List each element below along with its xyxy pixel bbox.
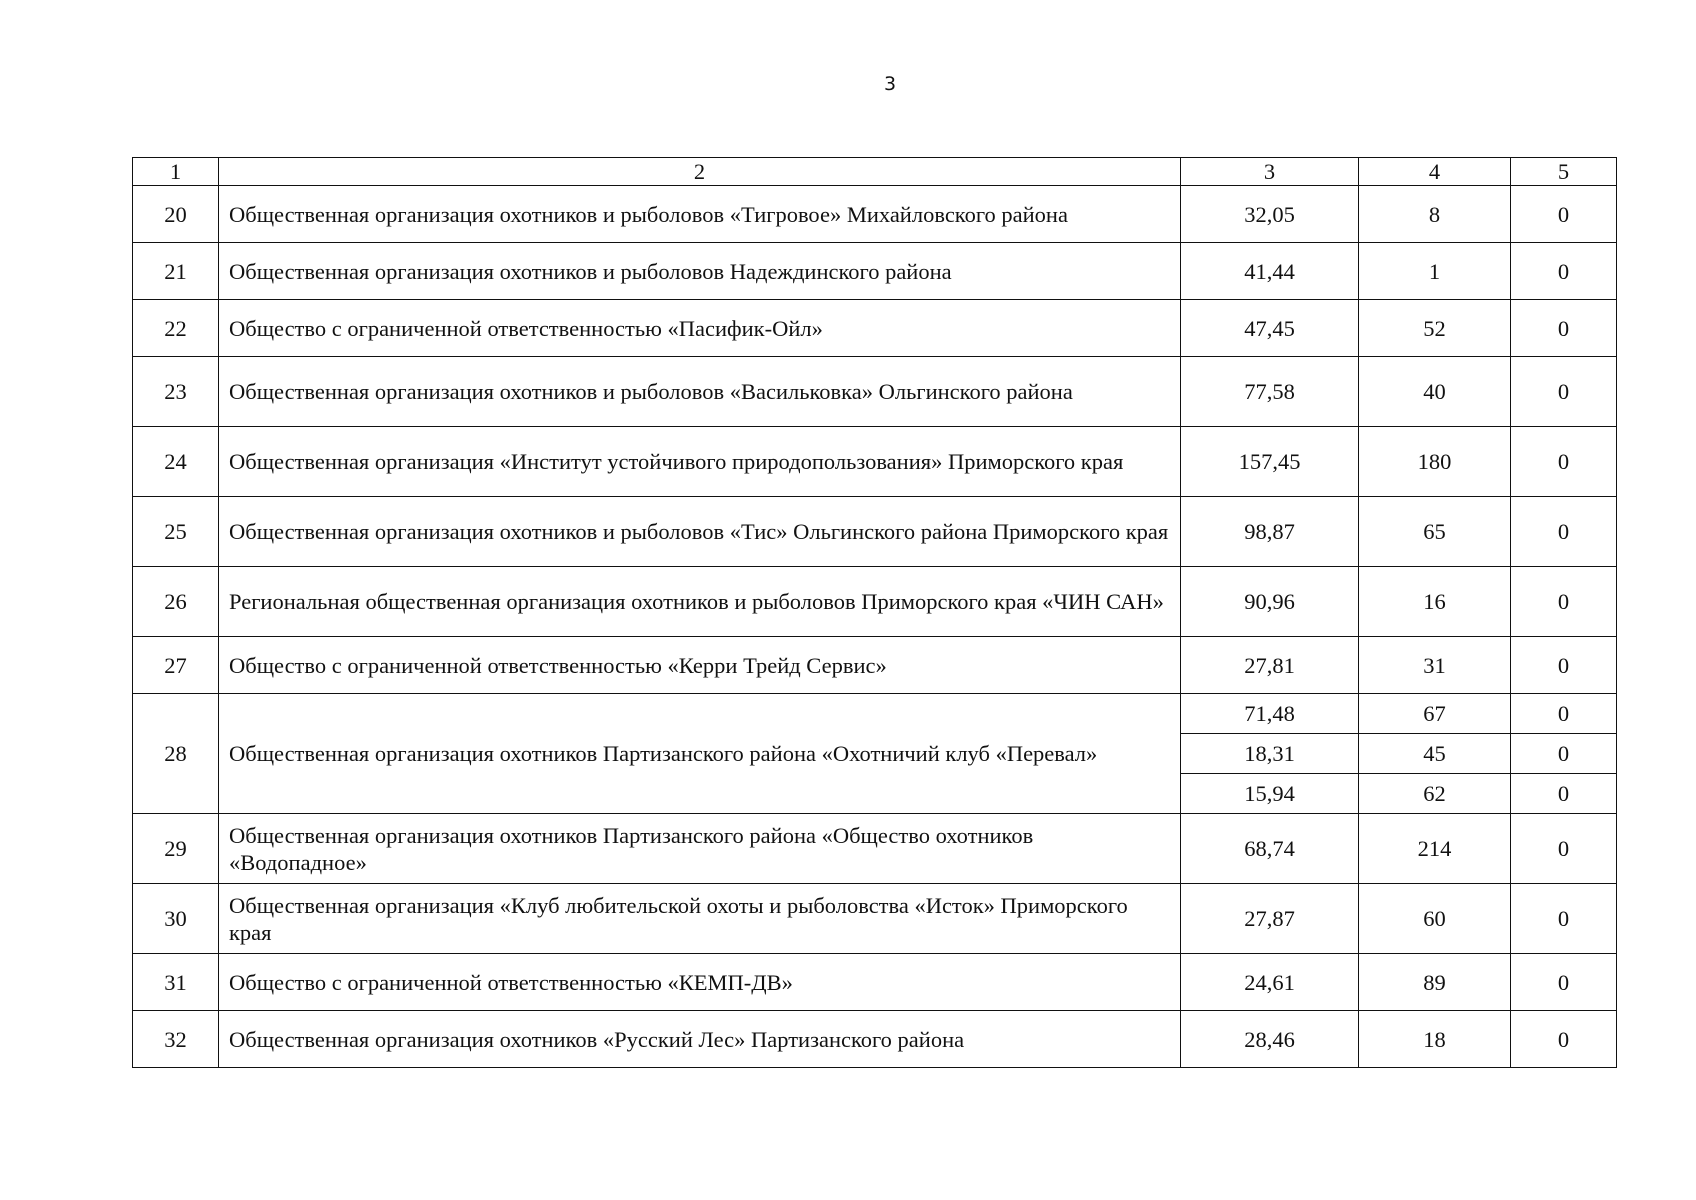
area-value: 68,74	[1181, 814, 1359, 884]
area-value: 47,45	[1181, 300, 1359, 357]
column-header: 1	[133, 158, 219, 186]
header-row	[133, 158, 1617, 186]
area-value: 77,58	[1181, 357, 1359, 427]
zero-value: 0	[1511, 694, 1617, 734]
row-number: 28	[133, 694, 219, 814]
column-header: 2	[219, 158, 1181, 186]
zero-value: 0	[1511, 637, 1617, 694]
zero-value: 0	[1511, 357, 1617, 427]
table-row	[133, 694, 1617, 734]
page-number: 3	[883, 73, 897, 95]
organization-name: Общество с ограниченной ответственностью «Пасифик-Ойл»	[219, 300, 1181, 357]
table-row	[133, 814, 1617, 884]
zero-value: 0	[1511, 300, 1617, 357]
area-value: 15,94	[1181, 774, 1359, 814]
area-value: 71,48	[1181, 694, 1359, 734]
zero-value: 0	[1511, 567, 1617, 637]
count-value: 62	[1359, 774, 1511, 814]
organization-name: Общество с ограниченной ответственностью «КЕМП-ДВ»	[219, 954, 1181, 1011]
area-value: 157,45	[1181, 427, 1359, 497]
row-number: 22	[133, 300, 219, 357]
zero-value: 0	[1511, 427, 1617, 497]
organization-name: Общественная организация охотников и рыболовов «Тис» Ольгинского района Приморского края	[219, 497, 1181, 567]
zero-value: 0	[1511, 884, 1617, 954]
row-number: 30	[133, 884, 219, 954]
zero-value: 0	[1511, 954, 1617, 1011]
area-value: 27,87	[1181, 884, 1359, 954]
zero-value: 0	[1511, 186, 1617, 243]
zero-value: 0	[1511, 497, 1617, 567]
row-number: 27	[133, 637, 219, 694]
table-row	[133, 300, 1617, 357]
organization-name: Общественная организация охотников Партизанского района «Охотничий клуб «Перевал»	[219, 694, 1181, 814]
table-row	[133, 357, 1617, 427]
area-value: 90,96	[1181, 567, 1359, 637]
zero-value: 0	[1511, 774, 1617, 814]
table-row	[133, 186, 1617, 243]
row-number: 21	[133, 243, 219, 300]
count-value: 45	[1359, 734, 1511, 774]
organization-name: Общественная организация «Институт устойчивого природопользования» Приморского края	[219, 427, 1181, 497]
table-body	[133, 158, 1617, 1068]
table-row	[133, 884, 1617, 954]
row-number: 23	[133, 357, 219, 427]
organization-name: Общественная организация охотников и рыболовов Надеждинского района	[219, 243, 1181, 300]
count-value: 89	[1359, 954, 1511, 1011]
count-value: 52	[1359, 300, 1511, 357]
organization-name: Общественная организация «Клуб любительской охоты и рыболовства «Исток» Приморского края	[219, 884, 1181, 954]
table-row	[133, 637, 1617, 694]
row-number: 24	[133, 427, 219, 497]
count-value: 31	[1359, 637, 1511, 694]
column-header: 3	[1181, 158, 1359, 186]
organization-name: Общественная организация охотников Партизанского района «Общество охотников «Водопадное»	[219, 814, 1181, 884]
row-number: 32	[133, 1011, 219, 1068]
zero-value: 0	[1511, 243, 1617, 300]
table-row	[133, 243, 1617, 300]
count-value: 214	[1359, 814, 1511, 884]
organization-name: Общественная организация охотников «Русский Лес» Партизанского района	[219, 1011, 1181, 1068]
data-table	[132, 157, 1617, 1068]
row-number: 31	[133, 954, 219, 1011]
area-value: 27,81	[1181, 637, 1359, 694]
row-number: 20	[133, 186, 219, 243]
count-value: 67	[1359, 694, 1511, 734]
count-value: 16	[1359, 567, 1511, 637]
area-value: 24,61	[1181, 954, 1359, 1011]
zero-value: 0	[1511, 734, 1617, 774]
count-value: 180	[1359, 427, 1511, 497]
row-number: 25	[133, 497, 219, 567]
row-number: 29	[133, 814, 219, 884]
count-value: 18	[1359, 1011, 1511, 1068]
table-row	[133, 427, 1617, 497]
organization-name: Общественная организация охотников и рыболовов «Васильковка» Ольгинского района	[219, 357, 1181, 427]
organization-name: Общественная организация охотников и рыболовов «Тигровое» Михайловского района	[219, 186, 1181, 243]
table-row	[133, 1011, 1617, 1068]
organization-name: Общество с ограниченной ответственностью «Керри Трейд Сервис»	[219, 637, 1181, 694]
column-header: 4	[1359, 158, 1511, 186]
area-value: 18,31	[1181, 734, 1359, 774]
area-value: 32,05	[1181, 186, 1359, 243]
table-row	[133, 567, 1617, 637]
zero-value: 0	[1511, 1011, 1617, 1068]
count-value: 65	[1359, 497, 1511, 567]
column-header: 5	[1511, 158, 1617, 186]
area-value: 98,87	[1181, 497, 1359, 567]
count-value: 1	[1359, 243, 1511, 300]
organization-name: Региональная общественная организация охотников и рыболовов Приморского края «ЧИН САН»	[219, 567, 1181, 637]
area-value: 28,46	[1181, 1011, 1359, 1068]
count-value: 8	[1359, 186, 1511, 243]
count-value: 40	[1359, 357, 1511, 427]
row-number: 26	[133, 567, 219, 637]
count-value: 60	[1359, 884, 1511, 954]
table-row	[133, 497, 1617, 567]
table-row	[133, 954, 1617, 1011]
zero-value: 0	[1511, 814, 1617, 884]
area-value: 41,44	[1181, 243, 1359, 300]
